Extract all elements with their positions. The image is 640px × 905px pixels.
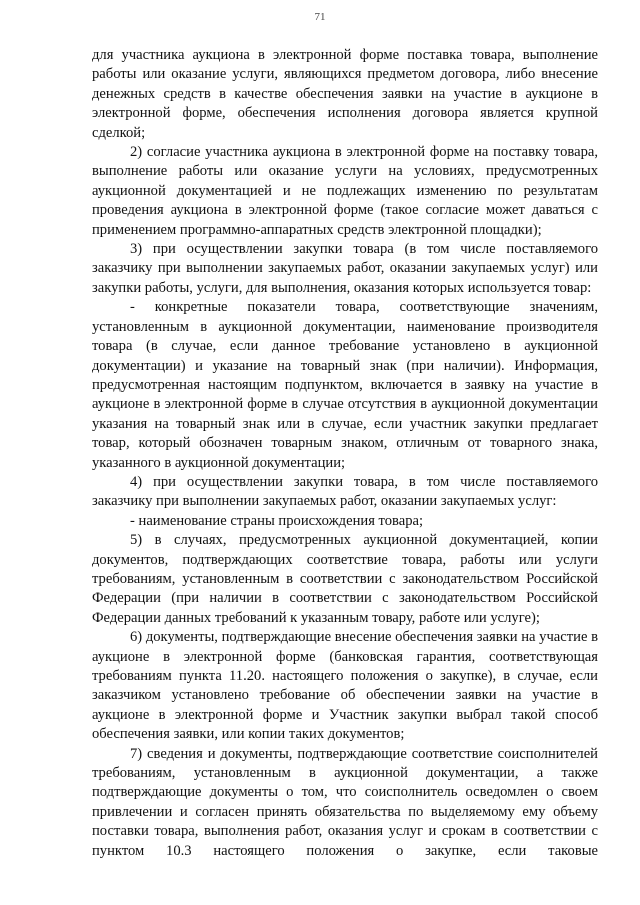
paragraph-item-3-subitem: - конкретные показатели товара, соответствующие значениям, установленным в аукционной документации, наименование производителя товара (в случае, если данное требование установлено в аукционной документации) и указание на товарный знак (при наличии). Информация, предусмотренная настоящим подпунктом, включается в заявку на участие в аукционе в электронной форме в случае отсутствия в аукционной документации указания на товарный знак или в случае, если участник закупки предлагает товар, который обозначен товарным знаком, отличным от товарного знака, указанного в аукционной документации; [92, 299, 598, 471]
paragraph-item-5: 5) в случаях, предусмотренных аукционной документацией, копии документов, подтверждающих соответствие товара, работы или услуги требованиям, установленным в соответствии с законодательством Российской Федерации (при наличии в соответствии с законодательством Российской Федерации данных требований к указанным товару, работе или услуге); [92, 532, 598, 626]
paragraph-item-2: 2) согласие участника аукциона в электронной форме на поставку товара, выполнение работы или оказание услуги на условиях, предусмотренных аукционной документацией и не подлежащих изменению по результатам проведения аукциона в электронной форме (такое согласие может даваться с применением программно-аппаратных средств электронной площадки); [92, 144, 598, 238]
paragraph-item-4-subitem: - наименование страны происхождения товара; [130, 512, 424, 529]
paragraph-item-4: 4) при осуществлении закупки товара, в том числе поставляемого заказчику при выполнении закупаемых работ, оказании закупаемых услуг: [92, 473, 598, 510]
page-number: 71 [314, 11, 326, 23]
paragraph-item-7: 7) сведения и документы, подтверждающие соответствие соисполнителей требованиям, установленным в аукционной документации, а также подтверждающие документы о том, что соисполнитель осведомлен о своем привлечении и согласен принять обязательства по выделяемому ему объему поставки товара, выполнения работ, оказания услуг и срокам в соответствии с пунктом 10.3 настоящего положения о закупке, если таковые [92, 745, 598, 859]
paragraph-item-3: 3) при осуществлении закупки товара (в том числе поставляемого заказчику при выполнении закупаемых работ, оказании закупаемых услуг) или закупки работы, услуги, для выполнения, оказания которых используется товар: [92, 241, 598, 296]
document-body [92, 46, 598, 861]
paragraph-item-6: 6) документы, подтверждающие внесение обеспечения заявки на участие в аукционе в электронной форме (банковская гарантия, соответствующая требованиям пункта 11.20. настоящего положения о закупке), в случае, если заказчиком установлено требование об обеспечении заявки на участие в аукционе в электронной форме и Участник закупки выбрал такой способ обеспечения заявки, или копии таких документов; [92, 629, 598, 743]
paragraph-intro-continuation: для участника аукциона в электронной форме поставка товара, выполнение работы или оказание услуги, являющихся предметом договора, либо внесение денежных средств в качестве обеспечения заявки на участие в аукционе в электронной форме, обеспечения исполнения договора является крупной сделкой; [92, 47, 598, 141]
